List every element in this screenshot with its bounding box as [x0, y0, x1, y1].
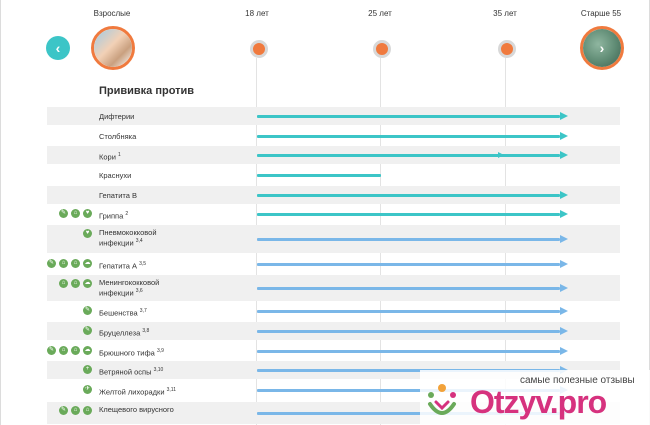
watermark-tagline: самые полезные отзывы [520, 375, 635, 386]
indication-icons [47, 259, 95, 268]
vaccination-period-bar [257, 154, 560, 157]
indication-icons [83, 365, 95, 374]
cloud-icon[interactable]: ☁ [84, 260, 91, 266]
house-icon[interactable]: ⌂ [71, 346, 80, 355]
indication-icons [83, 306, 95, 315]
footnote-ref[interactable]: 3,11 [166, 387, 176, 393]
cloud-icon[interactable]: ☁ [84, 347, 91, 353]
vaccine-label [99, 112, 239, 121]
indication-icons [59, 209, 95, 218]
vaccine-name: Дифтерии [99, 112, 135, 121]
footnote-ref[interactable]: 3,4 [135, 238, 143, 244]
bar-arrow-icon [560, 284, 568, 292]
syringe-icon[interactable]: ✎ [60, 210, 67, 216]
vaccination-period-bar [257, 350, 560, 353]
vaccine-label [99, 278, 179, 298]
vaccine-name: Гепатита В [99, 191, 138, 200]
footnote-ref[interactable]: 2 [125, 211, 129, 217]
footnote-ref[interactable]: 3,5 [139, 261, 147, 267]
milestone-25[interactable] [373, 40, 391, 58]
house-icon[interactable]: ⌂ [83, 406, 92, 415]
otzyv-logo-icon [422, 378, 462, 422]
plus-icon[interactable]: + [83, 365, 92, 374]
indication-icons [83, 385, 95, 394]
house-icon[interactable]: ⌂ [71, 259, 80, 268]
footnote-ref[interactable]: 3,6 [135, 288, 143, 294]
vaccination-period-bar [257, 174, 381, 177]
vaccine-name: Клещевого вирусного [99, 405, 174, 414]
vaccination-period-bar [257, 238, 560, 241]
age-label: Старше 55 [580, 9, 622, 18]
bar-arrow-icon [560, 347, 568, 355]
house-icon[interactable]: ⌂ [71, 406, 80, 415]
bar-arrow-icon [560, 112, 568, 120]
bar-arrow-icon [560, 327, 568, 335]
vaccination-period-bar [257, 330, 560, 333]
vaccination-period-bar [257, 194, 560, 197]
vaccine-name: Брюшного тифа [99, 348, 155, 358]
vaccine-name: Бешенства [99, 308, 138, 318]
vaccine-name: Краснухи [99, 171, 132, 180]
house-icon[interactable]: ⌂ [59, 346, 68, 355]
bar-arrow-icon [560, 260, 568, 268]
bar-arrow-icon [560, 210, 568, 218]
vaccine-name: Ветряной оспы [99, 367, 152, 377]
bar-arrow-icon [560, 151, 568, 159]
syringe-icon[interactable]: ✎ [48, 347, 55, 353]
age-label: Взрослые [93, 9, 131, 18]
house-icon[interactable]: ⌂ [71, 279, 80, 288]
vaccine-label [99, 132, 239, 141]
adults-avatar[interactable] [91, 26, 135, 70]
vaccination-period-bar [257, 263, 560, 266]
prev-button[interactable]: ‹ [46, 36, 70, 60]
vaccine-label [99, 405, 179, 414]
bar-milestone-arrow-icon [498, 152, 504, 158]
vaccine-name: Гепатита А [99, 261, 138, 271]
heart-icon[interactable]: ♥ [83, 229, 92, 238]
indication-icons [83, 326, 95, 335]
vaccine-name: Пневмококковой инфекции [99, 228, 157, 248]
vaccination-period-bar [257, 115, 560, 118]
house-icon[interactable]: ⌂ [59, 259, 68, 268]
age-label: 18 лет [245, 9, 269, 18]
age-label: 35 лет [493, 9, 517, 18]
plane-icon[interactable]: ✈ [84, 386, 91, 392]
vaccine-label [99, 327, 239, 338]
vaccine-label [99, 171, 239, 180]
vaccine-label [99, 151, 239, 162]
bar-arrow-icon [560, 132, 568, 140]
vaccine-name: Желтой лихорадки [99, 387, 165, 397]
bar-arrow-icon [560, 235, 568, 243]
indication-icons [59, 406, 95, 415]
vaccination-period-bar [257, 287, 560, 290]
indication-icons [83, 229, 95, 238]
vaccine-label [99, 260, 239, 271]
vaccine-label [99, 191, 239, 200]
syringe-icon[interactable]: ✎ [60, 407, 67, 413]
bar-arrow-icon [560, 307, 568, 315]
house-icon[interactable]: ⌂ [59, 279, 68, 288]
vaccine-label [99, 307, 239, 318]
footnote-ref[interactable]: 3,8 [142, 328, 150, 334]
syringe-icon[interactable]: ✎ [84, 327, 91, 333]
footnote-ref[interactable]: 1 [118, 152, 121, 158]
vaccine-label [99, 228, 179, 248]
syringe-icon[interactable]: ✎ [84, 307, 91, 313]
vaccine-name: Кори [99, 152, 116, 162]
watermark-brand[interactable]: Otzyv.pro [470, 384, 607, 420]
age-label: 25 лет [368, 9, 392, 18]
vaccination-period-bar [257, 213, 560, 216]
vaccine-label [99, 386, 239, 397]
vaccine-label [99, 366, 239, 377]
vaccine-name: Столбняка [99, 132, 137, 141]
vaccine-name: Гриппа [99, 211, 124, 221]
next-button[interactable]: › [599, 40, 605, 56]
cloud-icon[interactable]: ☁ [84, 280, 91, 286]
indication-icons [47, 346, 95, 355]
vaccination-period-bar [257, 135, 560, 138]
footnote-ref[interactable]: 3,10 [153, 367, 164, 373]
house-icon[interactable]: ⌂ [71, 209, 80, 218]
footnote-ref[interactable]: 3,9 [156, 348, 164, 354]
indication-icons [59, 279, 95, 288]
vaccination-period-bar [257, 310, 560, 313]
vaccine-label [99, 210, 239, 221]
bar-arrow-icon [560, 191, 568, 199]
page-border-left [0, 0, 1, 425]
section-title: Прививка против [99, 85, 195, 97]
vaccine-label [99, 347, 239, 358]
milestone-18[interactable] [250, 40, 268, 58]
vaccine-name: Менингококковой инфекции [99, 278, 160, 298]
vaccine-name: Бруцеллеза [99, 328, 141, 338]
heart-icon[interactable]: ♥ [83, 209, 92, 218]
syringe-icon[interactable]: ✎ [48, 260, 55, 266]
milestone-35[interactable] [498, 40, 516, 58]
footnote-ref[interactable]: 3,7 [139, 308, 147, 314]
